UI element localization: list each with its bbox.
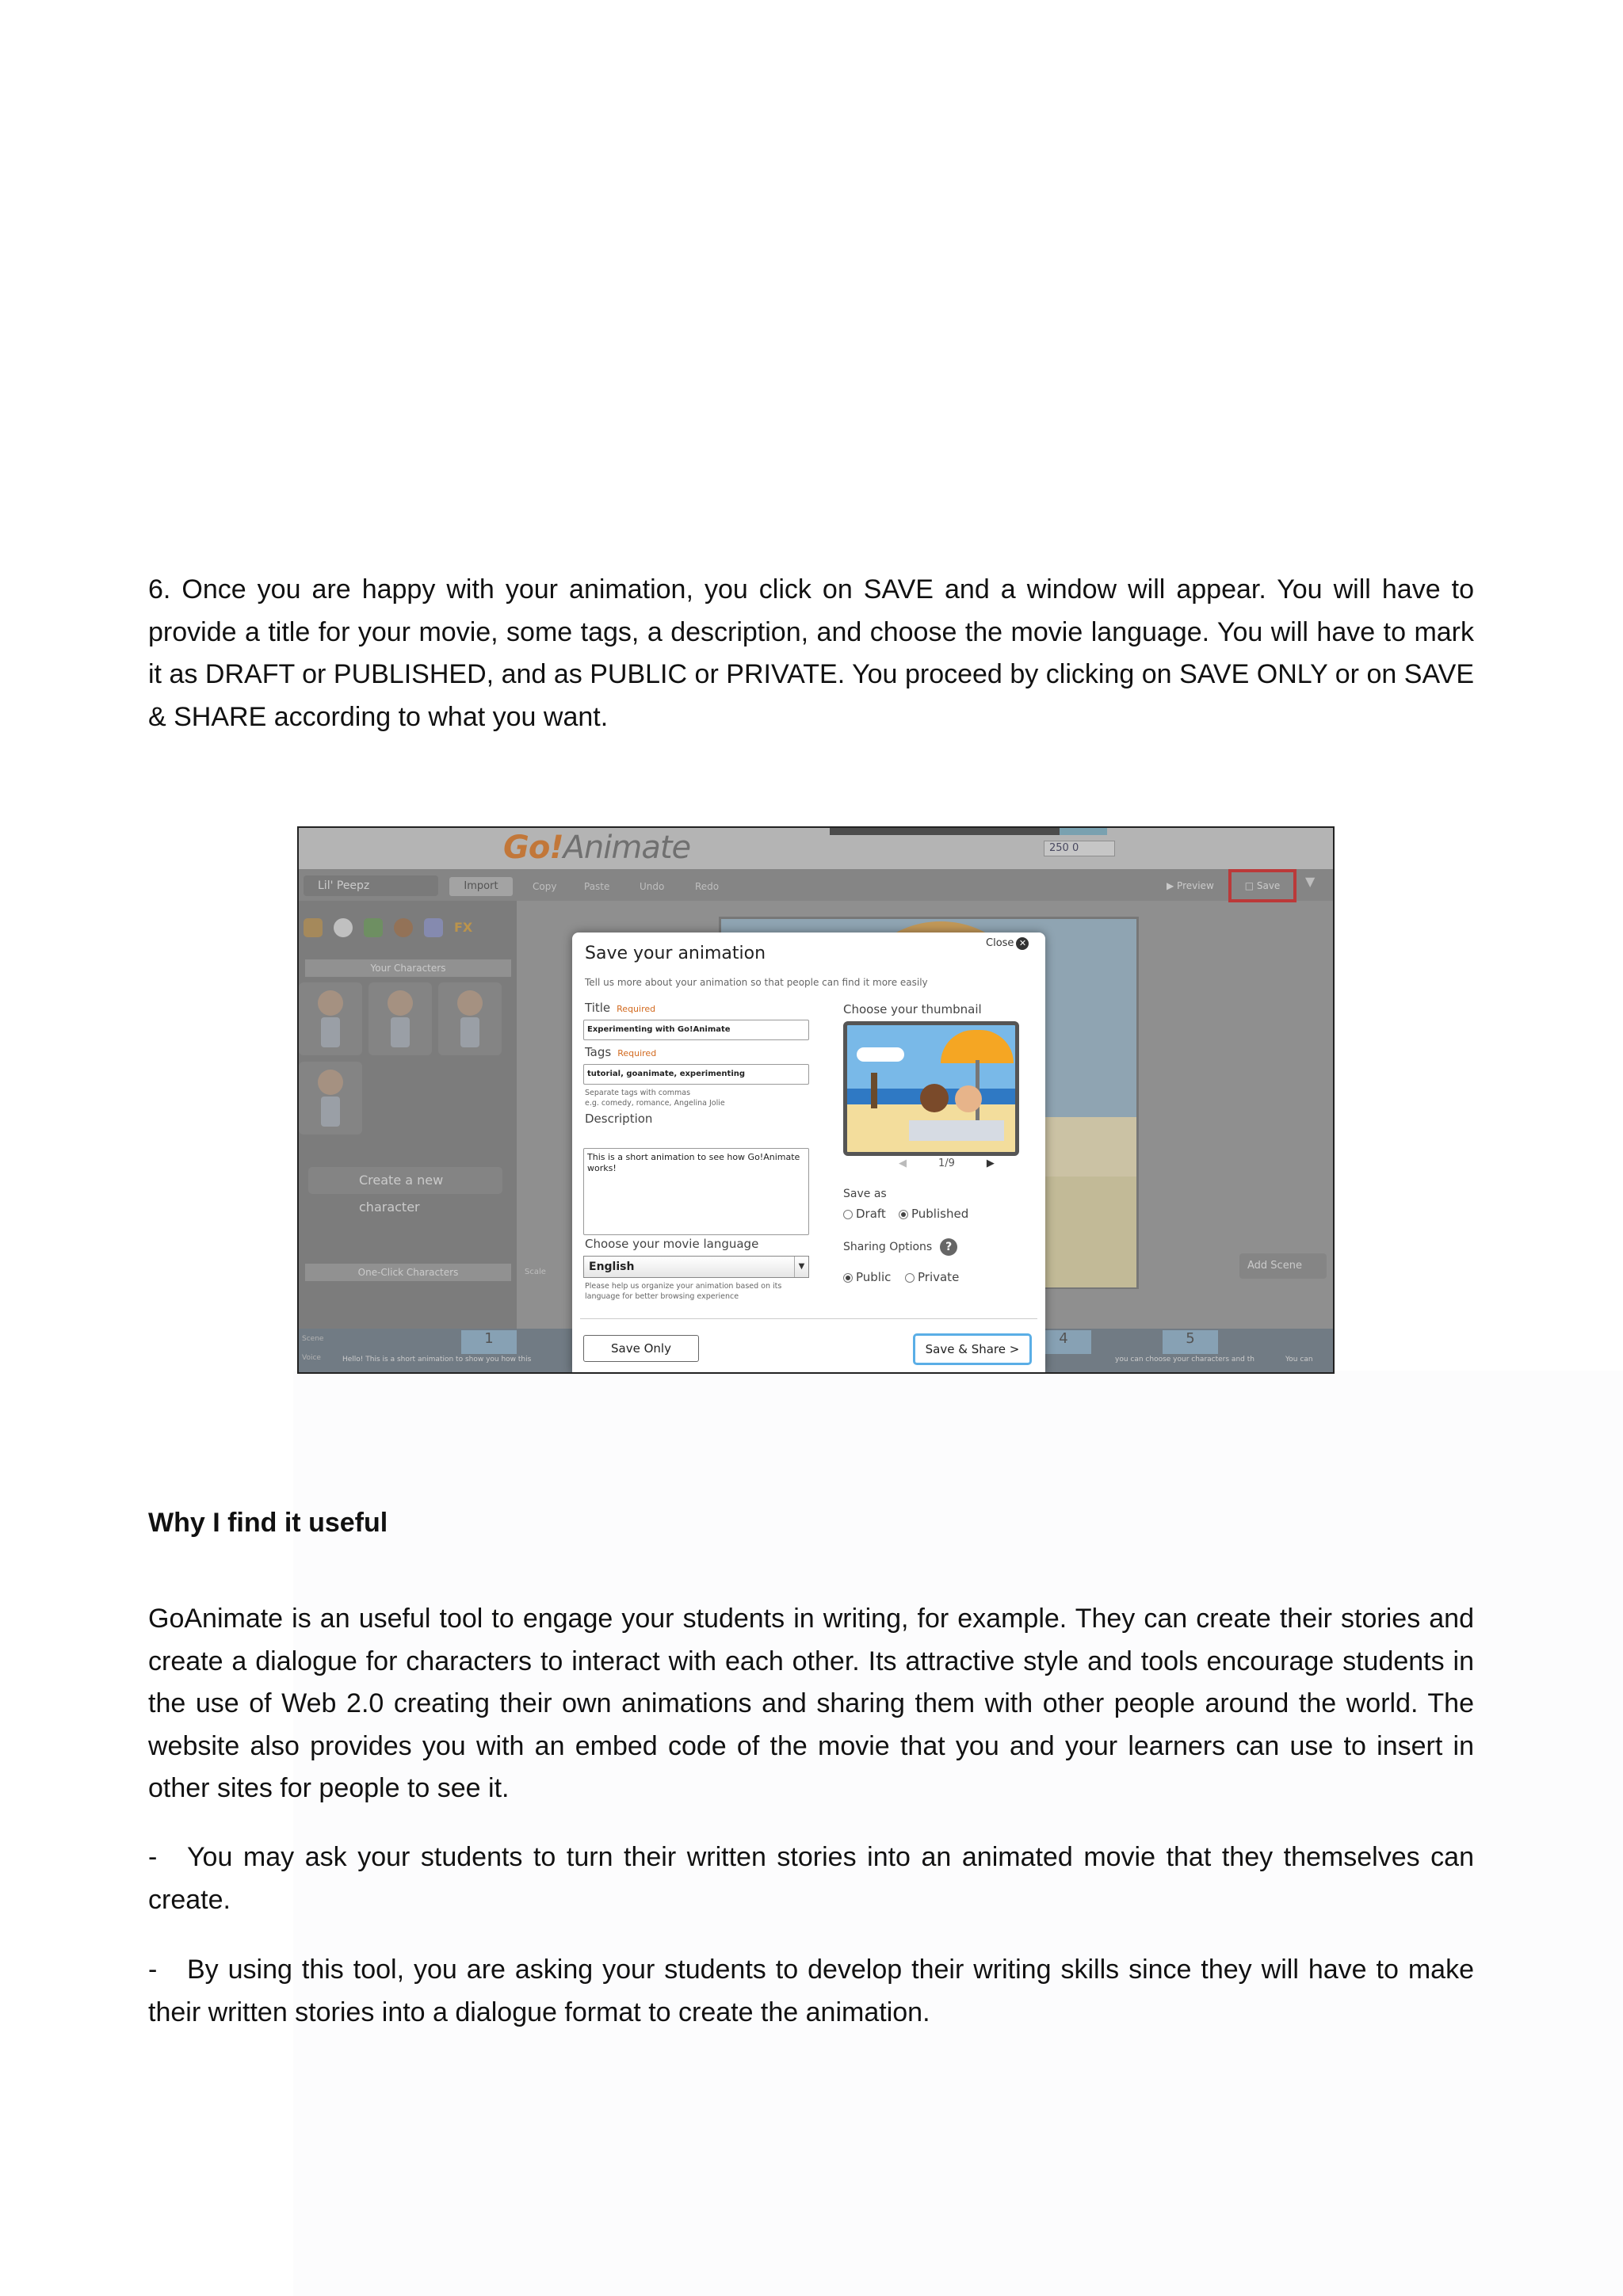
paste-button[interactable]: Paste <box>584 881 610 892</box>
public-radio[interactable] <box>843 1270 891 1284</box>
description-textarea[interactable]: This is a short animation to see how Go!Animate works! <box>583 1148 809 1235</box>
step-6-paragraph: 6. Once you are happy with your animation, you click on SAVE and a window will appear. You will have to provide a title for your movie, some tags, a description, and choose the movie language. You will have to mark it as DRAFT or PUBLISHED, and as PUBLIC or PRIVATE. You proceed by clicking on SAVE ONLY or on SAVE & SHARE according to what you want. <box>148 574 1474 732</box>
published-label: Published <box>911 1207 969 1221</box>
save-label: Save <box>1256 880 1281 891</box>
fx-icon[interactable]: FX <box>454 920 473 935</box>
bullet-text: You may ask your students to turn their written stories into an animated movie that they themselves can create. <box>148 1842 1474 1915</box>
scene-thumb[interactable]: 5 <box>1163 1330 1218 1354</box>
close-label: Close <box>986 937 1014 949</box>
radio-icon <box>905 1273 915 1283</box>
thumbnail-cloud <box>857 1047 904 1062</box>
scene-thumb[interactable]: 4 <box>1036 1330 1091 1354</box>
save-animation-dialog <box>572 933 1045 1374</box>
close-button[interactable] <box>986 937 1029 950</box>
thumbnail-character <box>920 1084 949 1112</box>
credits-counter: 250 0 <box>1044 841 1115 856</box>
page-background-tint <box>293 1371 1623 2296</box>
save-as-label: Save as <box>843 1188 887 1200</box>
required-marker: Required <box>617 1004 656 1014</box>
radio-selected-icon <box>899 1210 908 1219</box>
dialog-subtitle: Tell us more about your animation so that people can find it more easily <box>585 977 928 988</box>
thumbnail-palm <box>871 1073 877 1108</box>
preview-label: Preview <box>1177 880 1214 891</box>
timeline-text: you can choose your characters and th <box>1115 1356 1254 1363</box>
timeline-voice-label: Voice <box>302 1354 321 1362</box>
why-useful-paragraph: GoAnimate is an useful tool to engage your students in writing, for example. They can create their stories and create a dialogue for characters to interact with each other. Its attractive style and tools encourage students in the use of Web 2.0 creating their own animations and sharing them with other people around the world. The website also provides you with an embed code of the movie that you and your learners can use to insert in other sites for people to see it. <box>148 1604 1474 1803</box>
why-useful-heading: Why I find it useful <box>148 1508 388 1538</box>
bullet-item <box>148 1949 1474 2034</box>
bullet-item <box>148 1836 1474 1921</box>
language-label: Choose your movie language <box>585 1237 759 1251</box>
thumbnail-character <box>955 1085 982 1112</box>
scale-label: Scale <box>525 1268 546 1276</box>
sharing-options-label: Sharing Options <box>843 1241 933 1253</box>
add-scene-button[interactable]: Add Scene <box>1239 1253 1327 1279</box>
required-marker: Required <box>617 1048 657 1058</box>
published-radio[interactable] <box>899 1207 968 1221</box>
dialog-title: Save your animation <box>585 944 766 963</box>
tags-label-text: Tags <box>585 1045 612 1059</box>
description-label: Description <box>585 1112 653 1126</box>
one-click-characters-header[interactable]: One-Click Characters <box>305 1264 511 1281</box>
private-radio[interactable] <box>905 1270 959 1284</box>
title-input[interactable]: Experimenting with Go!Animate <box>583 1020 809 1040</box>
tags-hint: Separate tags with commas <box>585 1089 691 1097</box>
timeline-text: Hello! This is a short animation to show you how this <box>342 1356 532 1363</box>
redo-button[interactable]: Redo <box>695 881 720 892</box>
theme-dropdown[interactable]: Lil' Peepz <box>304 875 438 896</box>
undo-button[interactable]: Undo <box>640 881 665 892</box>
thumbnail-umbrella <box>941 1030 1014 1063</box>
title-label <box>585 1001 655 1015</box>
dialog-divider <box>580 1318 1037 1319</box>
tags-label <box>585 1045 656 1059</box>
help-icon[interactable]: ? <box>940 1238 957 1256</box>
language-value: English <box>589 1261 635 1273</box>
copy-button[interactable]: Copy <box>533 881 557 892</box>
play-icon: ▶ <box>1167 880 1178 891</box>
logo-go: Go! <box>503 830 563 866</box>
radio-icon <box>843 1210 853 1219</box>
goanimate-screenshot <box>297 826 1335 1374</box>
draft-label: Draft <box>856 1207 886 1221</box>
language-hint: Please help us organize your animation based on its language for better browsing experience <box>585 1282 782 1301</box>
save-only-button[interactable]: Save Only <box>583 1335 699 1362</box>
timeline-scene-label: Scene <box>302 1335 324 1343</box>
thumbnail-page: 1/9 <box>938 1158 955 1169</box>
chevron-down-icon[interactable]: ▼ <box>1305 874 1316 889</box>
public-label: Public <box>856 1270 892 1284</box>
thumbnail-pager <box>899 1158 995 1169</box>
draft-radio[interactable] <box>843 1207 886 1221</box>
create-character-button[interactable]: Create a new character <box>308 1167 502 1194</box>
bullet-text: By using this tool, you are asking your students to develop their writing skills since they will have to make their written stories into a dialogue format to create the animation. <box>148 1955 1474 2027</box>
private-label: Private <box>918 1270 960 1284</box>
thumbnail-label: Choose your thumbnail <box>843 1002 982 1016</box>
import-button[interactable]: Import <box>449 877 513 896</box>
title-label-text: Title <box>585 1001 611 1015</box>
bullet-dash: - <box>148 1842 158 1872</box>
next-arrow-icon[interactable]: ▶ <box>986 1158 995 1169</box>
logo-animate: Animate <box>563 830 691 866</box>
language-select[interactable] <box>583 1256 809 1278</box>
timeline-text: You can <box>1285 1356 1313 1363</box>
save-and-share-button[interactable]: Save & Share > <box>913 1333 1032 1365</box>
close-icon: ✕ <box>1016 937 1029 950</box>
tags-example: e.g. comedy, romance, Angelina Jolie <box>585 1099 725 1108</box>
thumbnail-towel <box>909 1120 1004 1141</box>
floppy-icon: □ <box>1244 880 1257 891</box>
tags-input[interactable]: tutorial, goanimate, experimenting <box>583 1064 809 1085</box>
prev-arrow-icon[interactable]: ◀ <box>899 1158 907 1169</box>
your-characters-header: Your Characters <box>305 959 511 977</box>
chevron-down-icon: ▼ <box>794 1257 808 1277</box>
scene-thumb[interactable]: 1 <box>461 1330 517 1354</box>
sharing-options <box>843 1238 957 1256</box>
radio-selected-icon <box>843 1273 853 1283</box>
thumbnail-preview[interactable] <box>843 1021 1019 1156</box>
bullet-dash: - <box>148 1955 158 1985</box>
